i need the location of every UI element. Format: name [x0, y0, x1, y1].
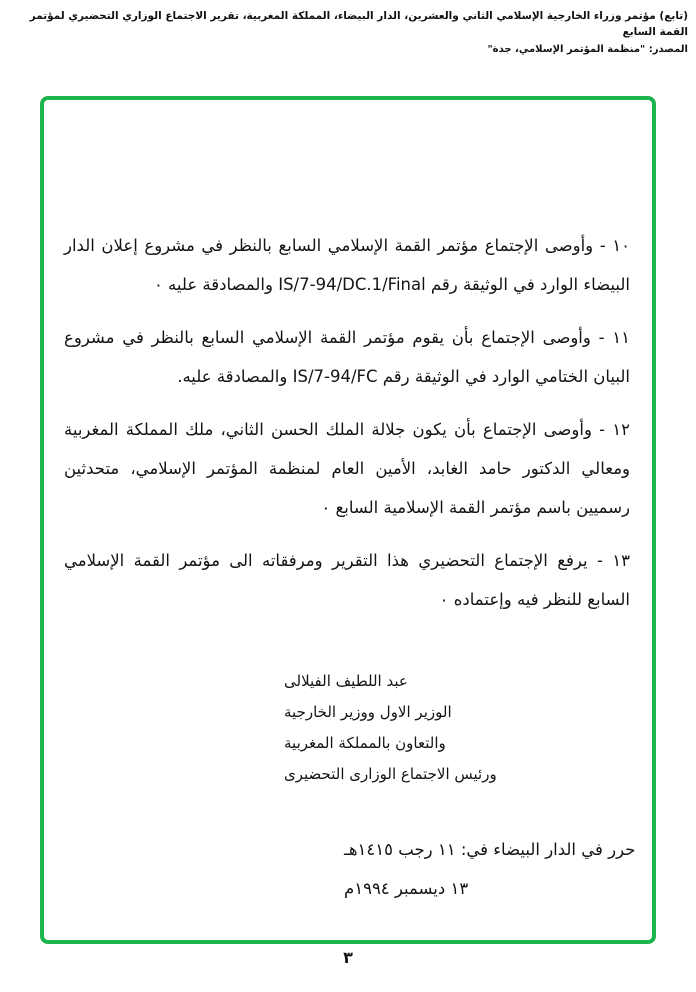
page-number: ٣ [343, 948, 353, 967]
paragraph-10: ١٠ - وأوصى الإجتماع مؤتمر القمة الإسلامي السابع بالنظر في مشروع إعلان الدار البيضاء الوارد في الوثيقة رقم IS/7-94/DC.1/Final والمصادقة عليه ٠ [64, 236, 630, 294]
closing-gregorian-date: ١٣ ديسمبر ١٩٩٤م [344, 879, 469, 898]
closing-place-date: حرر في الدار البيضاء في: ١١ رجب ١٤١٥هـ [344, 840, 636, 859]
signature-title-3: ورئيس الاجتماع الوزارى التحضيرى [284, 765, 497, 783]
signature-title-2: والتعاون بالمملكة المغربية [284, 734, 446, 752]
paragraph-12: ١٢ - وأوصى الإجتماع بأن يكون جلالة الملك الحسن الثاني، ملك المملكة المغربية ومعالي الدكتور حامد الغابد، الأمين العام لمنظمة المؤتمر الإسلامي، متحدثين رسميين باسم مؤتمر القمة الإسلامية السابع ٠ [64, 420, 630, 517]
paragraph-13: ١٣ - يرفع الإجتماع التحضيري هذا التقرير ومرفقاته الى مؤتمر القمة الإسلامي السابع للنظر فيه وإعتماده ٠ [64, 551, 630, 609]
body-text [64, 226, 630, 633]
document-header [12, 8, 688, 58]
paragraph-11: ١١ - وأوصى الإجتماع بأن يقوم مؤتمر القمة الإسلامي السابع بالنظر في مشروع البيان الختامي الوارد في الوثيقة رقم IS/7-94/FC والمصادقة عليه. [64, 328, 630, 386]
date-block [344, 830, 635, 908]
signature-name: عبد اللطيف الفيلالى [284, 672, 408, 690]
header-source-line: المصدر: "منظمة المؤتمر الإسلامي، جدة" [487, 44, 688, 55]
signature-block [284, 666, 497, 790]
header-title-line: (تابع) مؤتمر وزراء الخارجية الإسلامي الثاني والعشرين، الدار البيضاء، المملكة المغربية، تقرير الاجتماع الوزاري التحضيري لمؤتمر القمة السابع [29, 10, 688, 38]
signature-title-1: الوزير الاول ووزير الخارجية [284, 703, 452, 721]
